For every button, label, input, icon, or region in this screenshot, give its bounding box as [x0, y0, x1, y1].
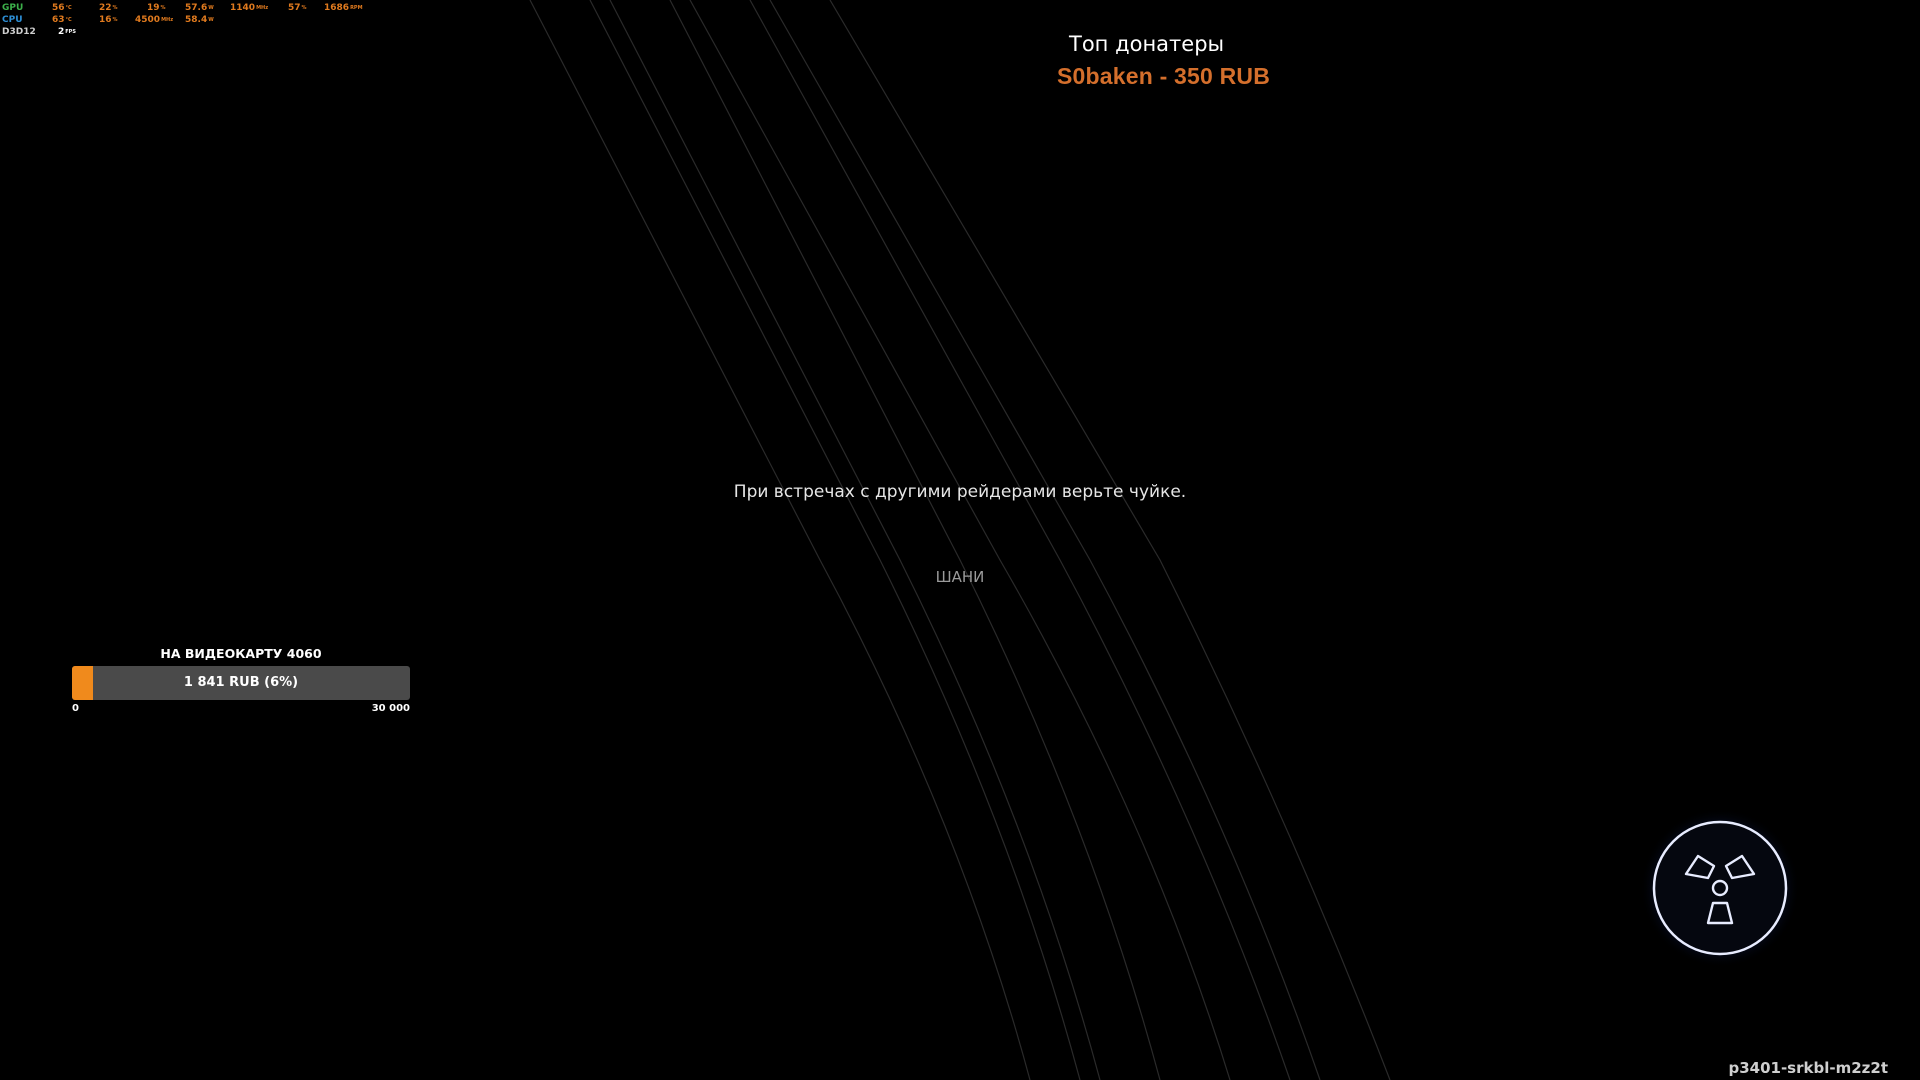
osd-gpu-rpm: $1686^{RPM}$: [324, 3, 363, 13]
donation-goal-max: 30 000: [371, 703, 410, 714]
donation-goal-widget: [72, 646, 410, 716]
osd-cpu-label: CPU: [2, 15, 23, 25]
osd-gpu-temp: $56^{^\circ C}$: [52, 3, 72, 13]
loading-tip-author: ШАНИ: [935, 568, 985, 586]
osd-fps: $2^{FPS}$: [58, 27, 76, 37]
osd-api-label: D3D12: [2, 27, 36, 37]
loading-tip-text: При встречах с другими рейдерами верьте чуйке.: [733, 482, 1187, 502]
osd-cpu-power: $58.4^W$: [185, 15, 214, 25]
radiation-icon: [1640, 808, 1800, 968]
donation-goal-min: 0: [72, 703, 79, 714]
osd-gpu-fan: 57%: [288, 3, 307, 13]
osd-api-row: [2, 26, 372, 38]
top-donator-entry: S0baken - 350 RUB: [1057, 63, 1271, 89]
osd-gpu-label: GPU: [2, 3, 24, 13]
osd-cpu-row: [2, 14, 372, 26]
donation-progress-bar: [72, 666, 410, 700]
osd-cpu-clock: $4500^{MHz}$: [135, 15, 174, 25]
osd-gpu-clock: $1140^{MHz}$: [230, 3, 269, 13]
session-id: p3401-srkbl-m2z2t: [1728, 1059, 1888, 1077]
osd-gpu-mem: 19%: [147, 3, 166, 13]
donation-progress-text: 1 841 RUB (6%): [183, 675, 299, 690]
osd-cpu-temp: $63^{^\circ C}$: [52, 15, 72, 25]
top-donators-title: Топ донатеры: [1069, 32, 1225, 56]
donation-goal-title: НА ВИДЕОКАРТУ 4060: [160, 646, 322, 661]
performance-overlay: [2, 2, 372, 38]
osd-gpu-power: $57.6^W$: [185, 3, 214, 13]
osd-cpu-usage: 16%: [99, 15, 118, 25]
osd-gpu-usage: 22%: [99, 3, 118, 13]
osd-gpu-row: [2, 2, 372, 14]
